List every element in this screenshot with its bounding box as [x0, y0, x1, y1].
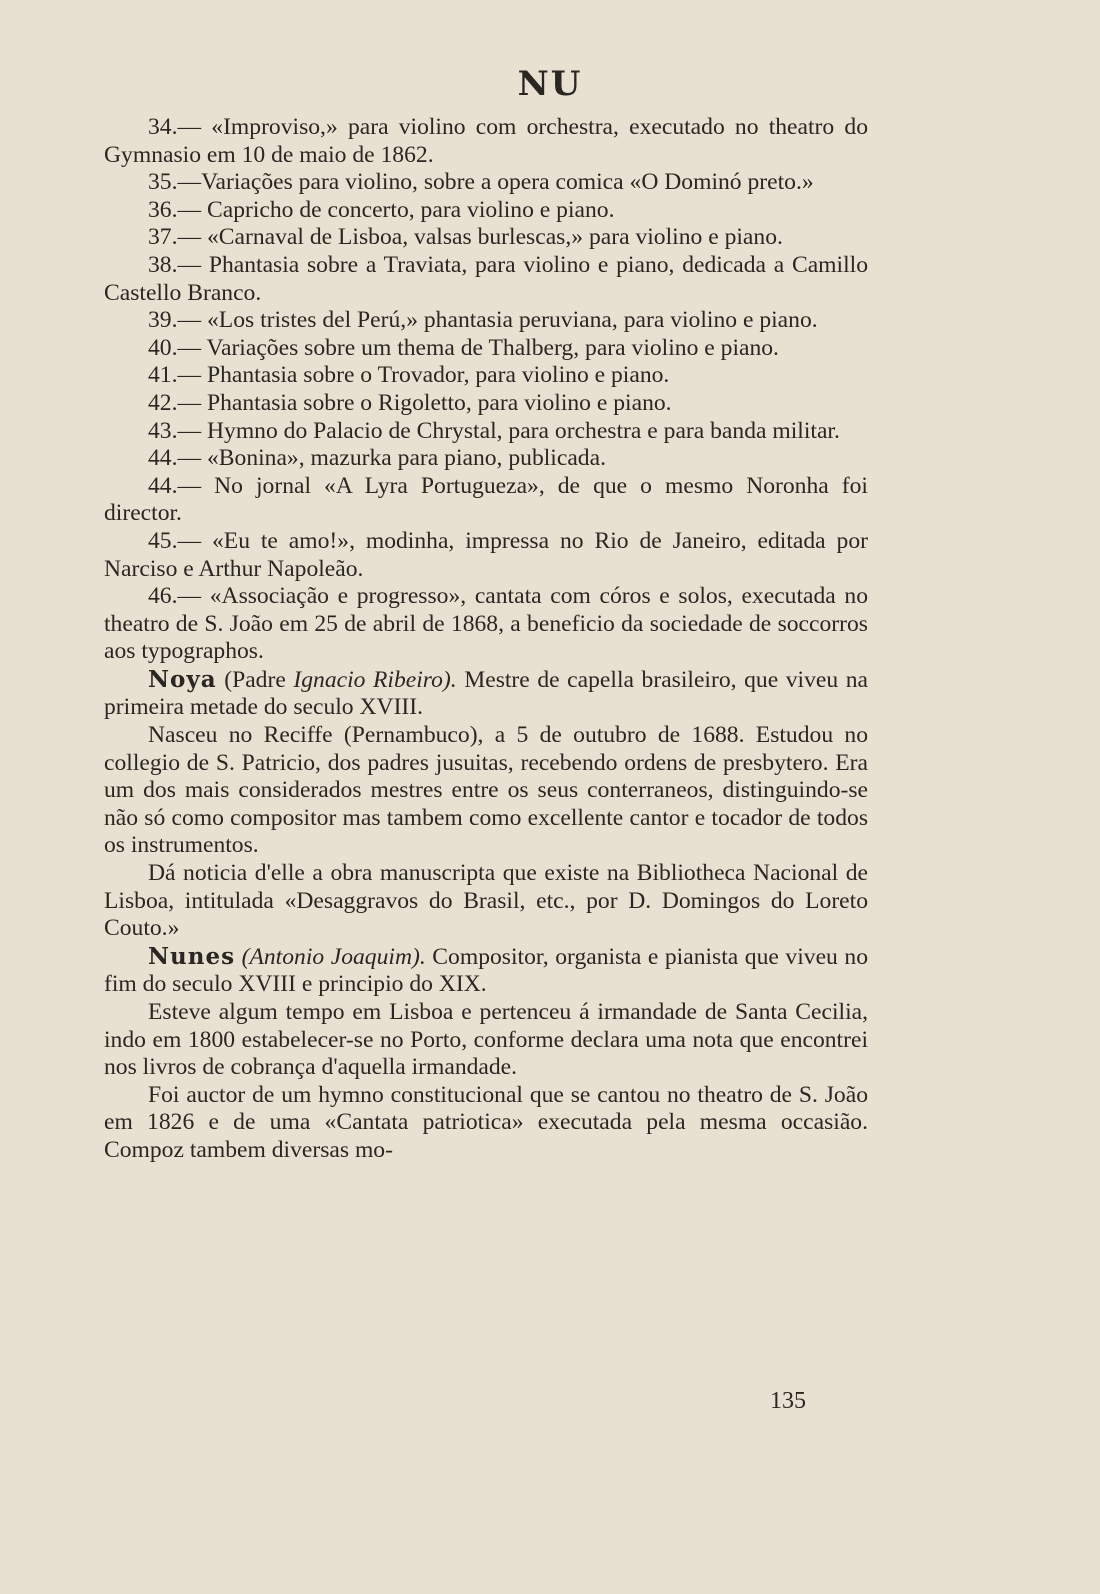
entry-paragraph: Nasceu no Reciffe (Pernambuco), a 5 de outubro de 1688. Estudou no collegio de S. Patricio, dos padres jusuitas, recebendo ordens de presbytero. Era um dos mais considerados mestres entre os seus conterraneos, distinguindo-se não só como compositor mas tambem como excellente cantor e tocador de todos os instrumentos. [104, 722, 868, 859]
work-item: 35.—Variações para violino, sobre a opera comica «O Dominó preto.» [148, 169, 814, 196]
entry-noya [104, 666, 868, 722]
work-item: 45.— «Eu te amo!», modinha, impressa no Rio de Janeiro, editada por Narciso e Arthur Napoleão. [104, 527, 868, 582]
work-item: 46.— «Associação e progresso», cantata com córos e solos, executada no theatro de S. João em 25 de abril de 1868, a beneficio da sociedade de soccorros aos typographos. [104, 583, 868, 665]
entry-nunes [104, 943, 868, 999]
page-number: 135 [770, 1388, 806, 1414]
entry-qualifier: Ignacio Ribeiro). [293, 666, 457, 693]
work-item: 40.— Variações sobre um thema de Thalberg, para violino e piano. [148, 334, 779, 361]
body-text [104, 114, 868, 1165]
entry-intro: Compositor, organista e pianista que viveu no fim do seculo XVIII e principio do XIX. [104, 943, 868, 998]
entry-name: Noya [148, 665, 217, 693]
entry-paragraph: Dá noticia d'elle a obra manuscripta que existe na Bibliotheca Nacional de Lisboa, intitulada «Desaggravos do Brasil, etc., por D. Domingos do Loreto Couto.» [104, 860, 868, 942]
work-item: 38.— Phantasia sobre a Traviata, para violino e piano, dedicada a Camillo Castello Branco. [104, 251, 868, 306]
entry-qualifier-open: (Padre [216, 666, 294, 693]
work-item: 44.— No jornal «A Lyra Portugueza», de que o mesmo Noronha foi director. [104, 472, 868, 527]
entry-qualifier: (Antonio Joaquim). [235, 943, 426, 970]
work-item: 44.— «Bonina», mazurka para piano, publicada. [148, 445, 606, 472]
entry-intro: Mestre de capella brasileiro, que viveu na primeira metade do seculo XVIII. [104, 666, 869, 721]
entry-name: Nunes [148, 942, 236, 970]
work-item: 41.— Phantasia sobre o Trovador, para violino e piano. [148, 362, 670, 389]
work-item: 39.— «Los tristes del Perú,» phantasia peruviana, para violino e piano. [148, 307, 818, 334]
work-item: 42.— Phantasia sobre o Rigoletto, para violino e piano. [148, 389, 672, 416]
work-item: 34.— «Improviso,» para violino com orchestra, executado no theatro do Gymnasio em 10 de maio de 1862. [104, 114, 868, 168]
entry-paragraph: Foi auctor de um hymno constitucional que se cantou no theatro de S. João em 1826 e de uma «Cantata patriotica» executada pela mesma occasião. Compoz tambem diversas mo- [104, 1081, 868, 1163]
work-item: 43.— Hymno do Palacio de Chrystal, para orchestra e para banda militar. [148, 417, 840, 444]
work-item: 36.— Capricho de concerto, para violino e piano. [148, 196, 615, 223]
running-header: NU [517, 64, 583, 104]
entry-paragraph: Esteve algum tempo em Lisboa e pertenceu á irmandade de Santa Cecilia, indo em 1800 estabelecer-se no Porto, conforme declara uma nota que encontrei nos livros de cobrança d'aquella irmandade. [104, 999, 868, 1081]
work-item: 37.— «Carnaval de Lisboa, valsas burlescas,» para violino e piano. [148, 224, 783, 251]
